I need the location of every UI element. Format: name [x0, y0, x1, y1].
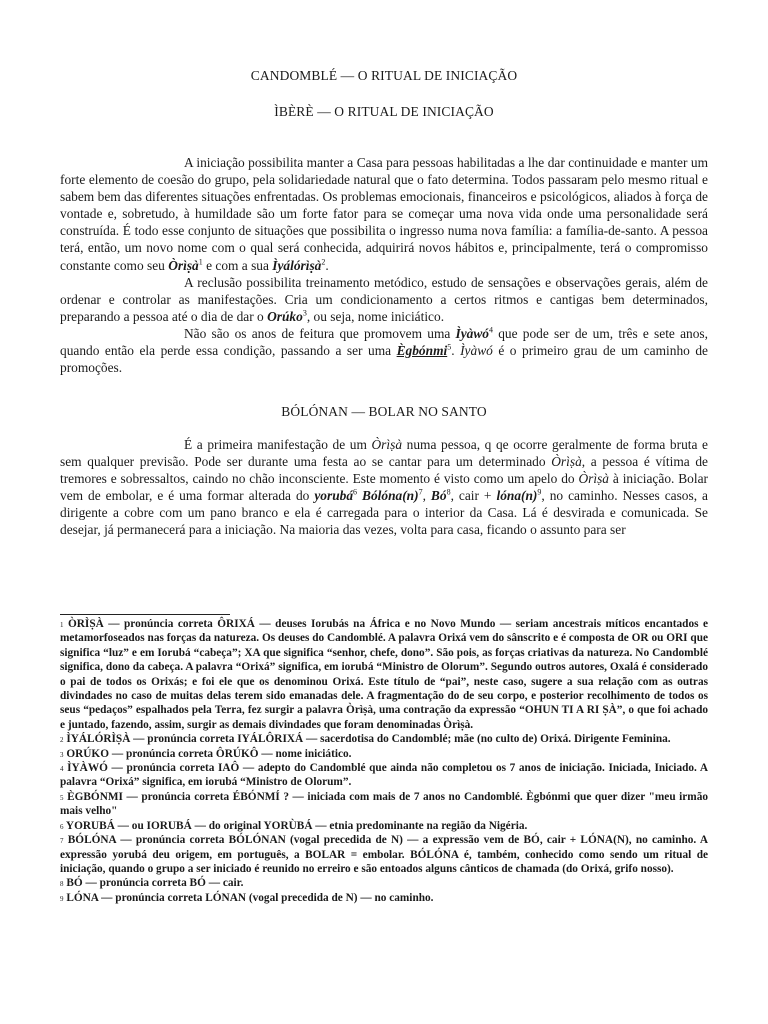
footnote-number: 2	[60, 736, 64, 745]
footnote-text: ÈGBÓNMI — pronúncia correta ÉBÓNMÍ ? — iniciada com mais de 7 anos no Candomblé. Ègbónmi que quer dizer "meu irmão mais velho"	[60, 790, 709, 818]
footnote-number: 9	[60, 894, 64, 903]
term-lona: lóna(n)	[496, 488, 538, 504]
term-egbonmi: Ègbónmi	[396, 343, 448, 359]
section-1-body	[60, 154, 708, 376]
footnote-ref[interactable]: 7	[418, 487, 423, 497]
footnote-item	[60, 876, 708, 890]
footnote-number: 6	[60, 822, 64, 831]
footnote-item	[60, 732, 708, 746]
term-orisa: Òrìṣà	[551, 454, 582, 470]
footnote-number: 1	[60, 621, 64, 629]
footnote-ref[interactable]: 3	[302, 308, 307, 318]
footnote-text: YORUBÁ — ou IORUBÁ — do original YORÙBÁ — etnia predominante na região da Nigéria.	[65, 819, 528, 832]
footnote-item	[60, 761, 708, 790]
term-iyalorisa: Ìyálórìṣà	[272, 257, 322, 273]
footnote-number: 5	[60, 793, 64, 802]
footnote-text: BÓ — pronúncia correta BÓ — cair.	[66, 877, 244, 890]
footnote-text: ÌYÀWÓ — pronúncia correta IAÔ — adepto do Candomblé que ainda não completou os 7 anos de iniciação. Iniciada, Iniciado. A palavra “Orixá” significa, em iorubá “Ministro de Olorum”.	[60, 762, 708, 789]
term-orisa: Òrìṣà	[578, 471, 609, 487]
footnote-ref[interactable]: 8	[446, 487, 451, 497]
footnote-ref[interactable]: 2	[321, 257, 326, 267]
term-yoruba: yorubá	[314, 488, 354, 504]
footnote-ref[interactable]: 4	[489, 325, 493, 335]
paragraph: A iniciação possibilita manter a Casa para pessoas habilitadas a lhe dar continuidade e manter um forte elemento de coesão do grupo, pela solidariedade natural que o fato determina. Todos passaram pelo mesmo ritual e sabem bem das diferentes situações enfrentadas. Os problemas emocionais, financeiros e psicológicos, aliados à força de vontade e, sobretudo, à humildade são um forte fator para se começar uma nova vida onde uma personalidade será construída. É todo esse conjunto de situações que possibilita o ingresso numa nova família: a família-de-santo. A pessoa terá, então, um novo nome com o qual será conhecida, adquirirá novos hábitos e, principalmente, terá o compromisso constante como seu Òrìṣà$^1$ e com a sua Ìyálórìṣà$^2$.	[60, 155, 708, 273]
document-subtitle: ÌBÈRÈ — O RITUAL DE INICIAÇÃO	[274, 104, 494, 119]
paragraph: É a primeira manifestação de um Òrìṣà numa pessoa, q qe ocorre geralmente de forma bruta e sem qualquer previsão. Pode ser durante uma festa ao se cantar para um determinado Òrìṣà, a pessoa é vítima de tremores e sobressaltos, caindo no chão inconsciente. Este momento é visto como um apelo do Òrìṣà à iniciação. Bolar vem de embolar, e é uma formar alterada do yorubá$^6$ $Bólóna(n)^7$, $Bó^8$, cair + $lóna(n)^9$, no caminho. Nesses casos, a dirigente a cobre com um pano branco e ela é carregada para o interior da Casa. Lá é desvirada e comunicada. Se desejar, já permanecerá para a iniciação. Na maioria das vezes, volta para casa, ficando o assunto para ser	[60, 437, 709, 538]
footnote-ref[interactable]: 5	[447, 342, 452, 352]
paragraph: A reclusão possibilita treinamento metódico, estudo de sensações e observações gerais, além de ordenar e controlar as manifestações. Cria um condicionamento a certos ritmos e cantigas bem determinados, preparando a pessoa até o dia de dar o Orúko$^3$, ou seja, nome iniciático.	[60, 274, 708, 324]
footnote-item	[60, 891, 708, 905]
footnote-ref[interactable]: 9	[537, 487, 542, 497]
footnote-item	[60, 833, 708, 876]
term-iyawo: Ìyàwó	[455, 325, 489, 341]
footnote-text: ORÚKO — pronúncia correta ÔRÚKÔ — nome iniciático.	[66, 747, 352, 760]
footnote-ref[interactable]: 1	[198, 257, 203, 267]
term-orisa: Òrìṣà	[371, 437, 403, 452]
section-2-body	[60, 436, 708, 539]
footnote-text: ÌYÁLÓRÌṢÀ — pronúncia correta IYÁLÔRIXÁ — sacerdotisa do Candomblé; mãe (no culto de) Orixá. Dirigente Feminina.	[66, 733, 671, 746]
section-2-title: BÓLÓNAN — BOLAR NO SANTO	[281, 404, 487, 419]
term-bo: Bó	[430, 488, 447, 504]
footnote-text: LÓNA — pronúncia correta LÓNAN (vogal precedida de N) — no caminho.	[66, 891, 434, 904]
term-orisa: Òrìṣà	[168, 257, 199, 273]
footnote-divider	[60, 614, 230, 615]
term-iyawo: Ìyàwó	[460, 343, 493, 359]
footnote-item	[60, 747, 708, 761]
footnote-number: 8	[60, 880, 64, 889]
footnote-number: 4	[60, 765, 64, 774]
footnote-text: BÓLÓNA — pronúncia correta BÓLÓNAN (vogal precedida de N) — a expressão vem de BÓ, cair + LÓNA(N), no caminho. A expressão yorubá deu origem, em português, a BOLAR = embolar. BÓLÓNA é, também, conhecido como sendo um ritual de iniciação, quando o grupo a ser iniciado é reunido no erreiro e são entoados alguns cânticos de chamada (do Orixá, grifo nosso).	[60, 834, 709, 875]
term-oruko: Orúko	[267, 308, 303, 324]
document-title: CANDOMBLÉ — O RITUAL DE INICIAÇÃO	[250, 68, 518, 83]
term-bolona: Bólóna(n)	[362, 488, 419, 504]
footnotes-list	[60, 617, 708, 905]
footnote-number: 3	[60, 750, 64, 759]
footnote-number: 7	[60, 837, 64, 846]
footnote-text: ÒRÌṢÀ — pronúncia correta ÔRIXÁ — deuses Iorubás na África e no Novo Mundo — seriam ancestrais míticos encantados e metamorfoseados nas forças da natureza. Os deuses do Candomblé. A palavra Orixá vem do sânscrito e é composta de OR ou ORI que significa “luz” e em Iorubá “cabeça”; XA que significa “senhor, chefe, dono”. São pois, as forças criativas da natureza. No Candomblé significa, dono da cabeça. A palavra “Orixá” significa, em iorubá “Ministro de Olorum”. Segundo outros autores, Oxalá é considerado o pai de todos os Orixás; e foi ele que os denominou Orixá. Este título de “pai”, neste caso, sugere a sua relação com as outras divindades no caso de muitas delas terem sido emanadas dele. A fragmentação do de seu corpo, e posterior recolhimento de todos os seus “pedaços” espalhados pela Terra, fez surgir a palavra Òrìṣà, uma contração da expressão “OHUN TI A RI ṢÀ”, o que foi achado e juntado, fazendo, assim, surgir as demais divindades que foram denominadas Òrìṣà.	[60, 618, 708, 731]
footnote-ref[interactable]: 6	[353, 487, 358, 497]
paragraph: Não são os anos de feitura que promovem uma Ìyàwó$^4$ que pode ser de um, três e sete anos, quando então ela perde essa condição, passando a ser uma Ègbónmi$^5$. Ìyàwó é o primeiro grau de um caminho de promoções.	[60, 325, 708, 376]
footnote-item	[60, 819, 708, 833]
footnote-item	[60, 790, 708, 819]
footnote-item	[60, 617, 708, 732]
